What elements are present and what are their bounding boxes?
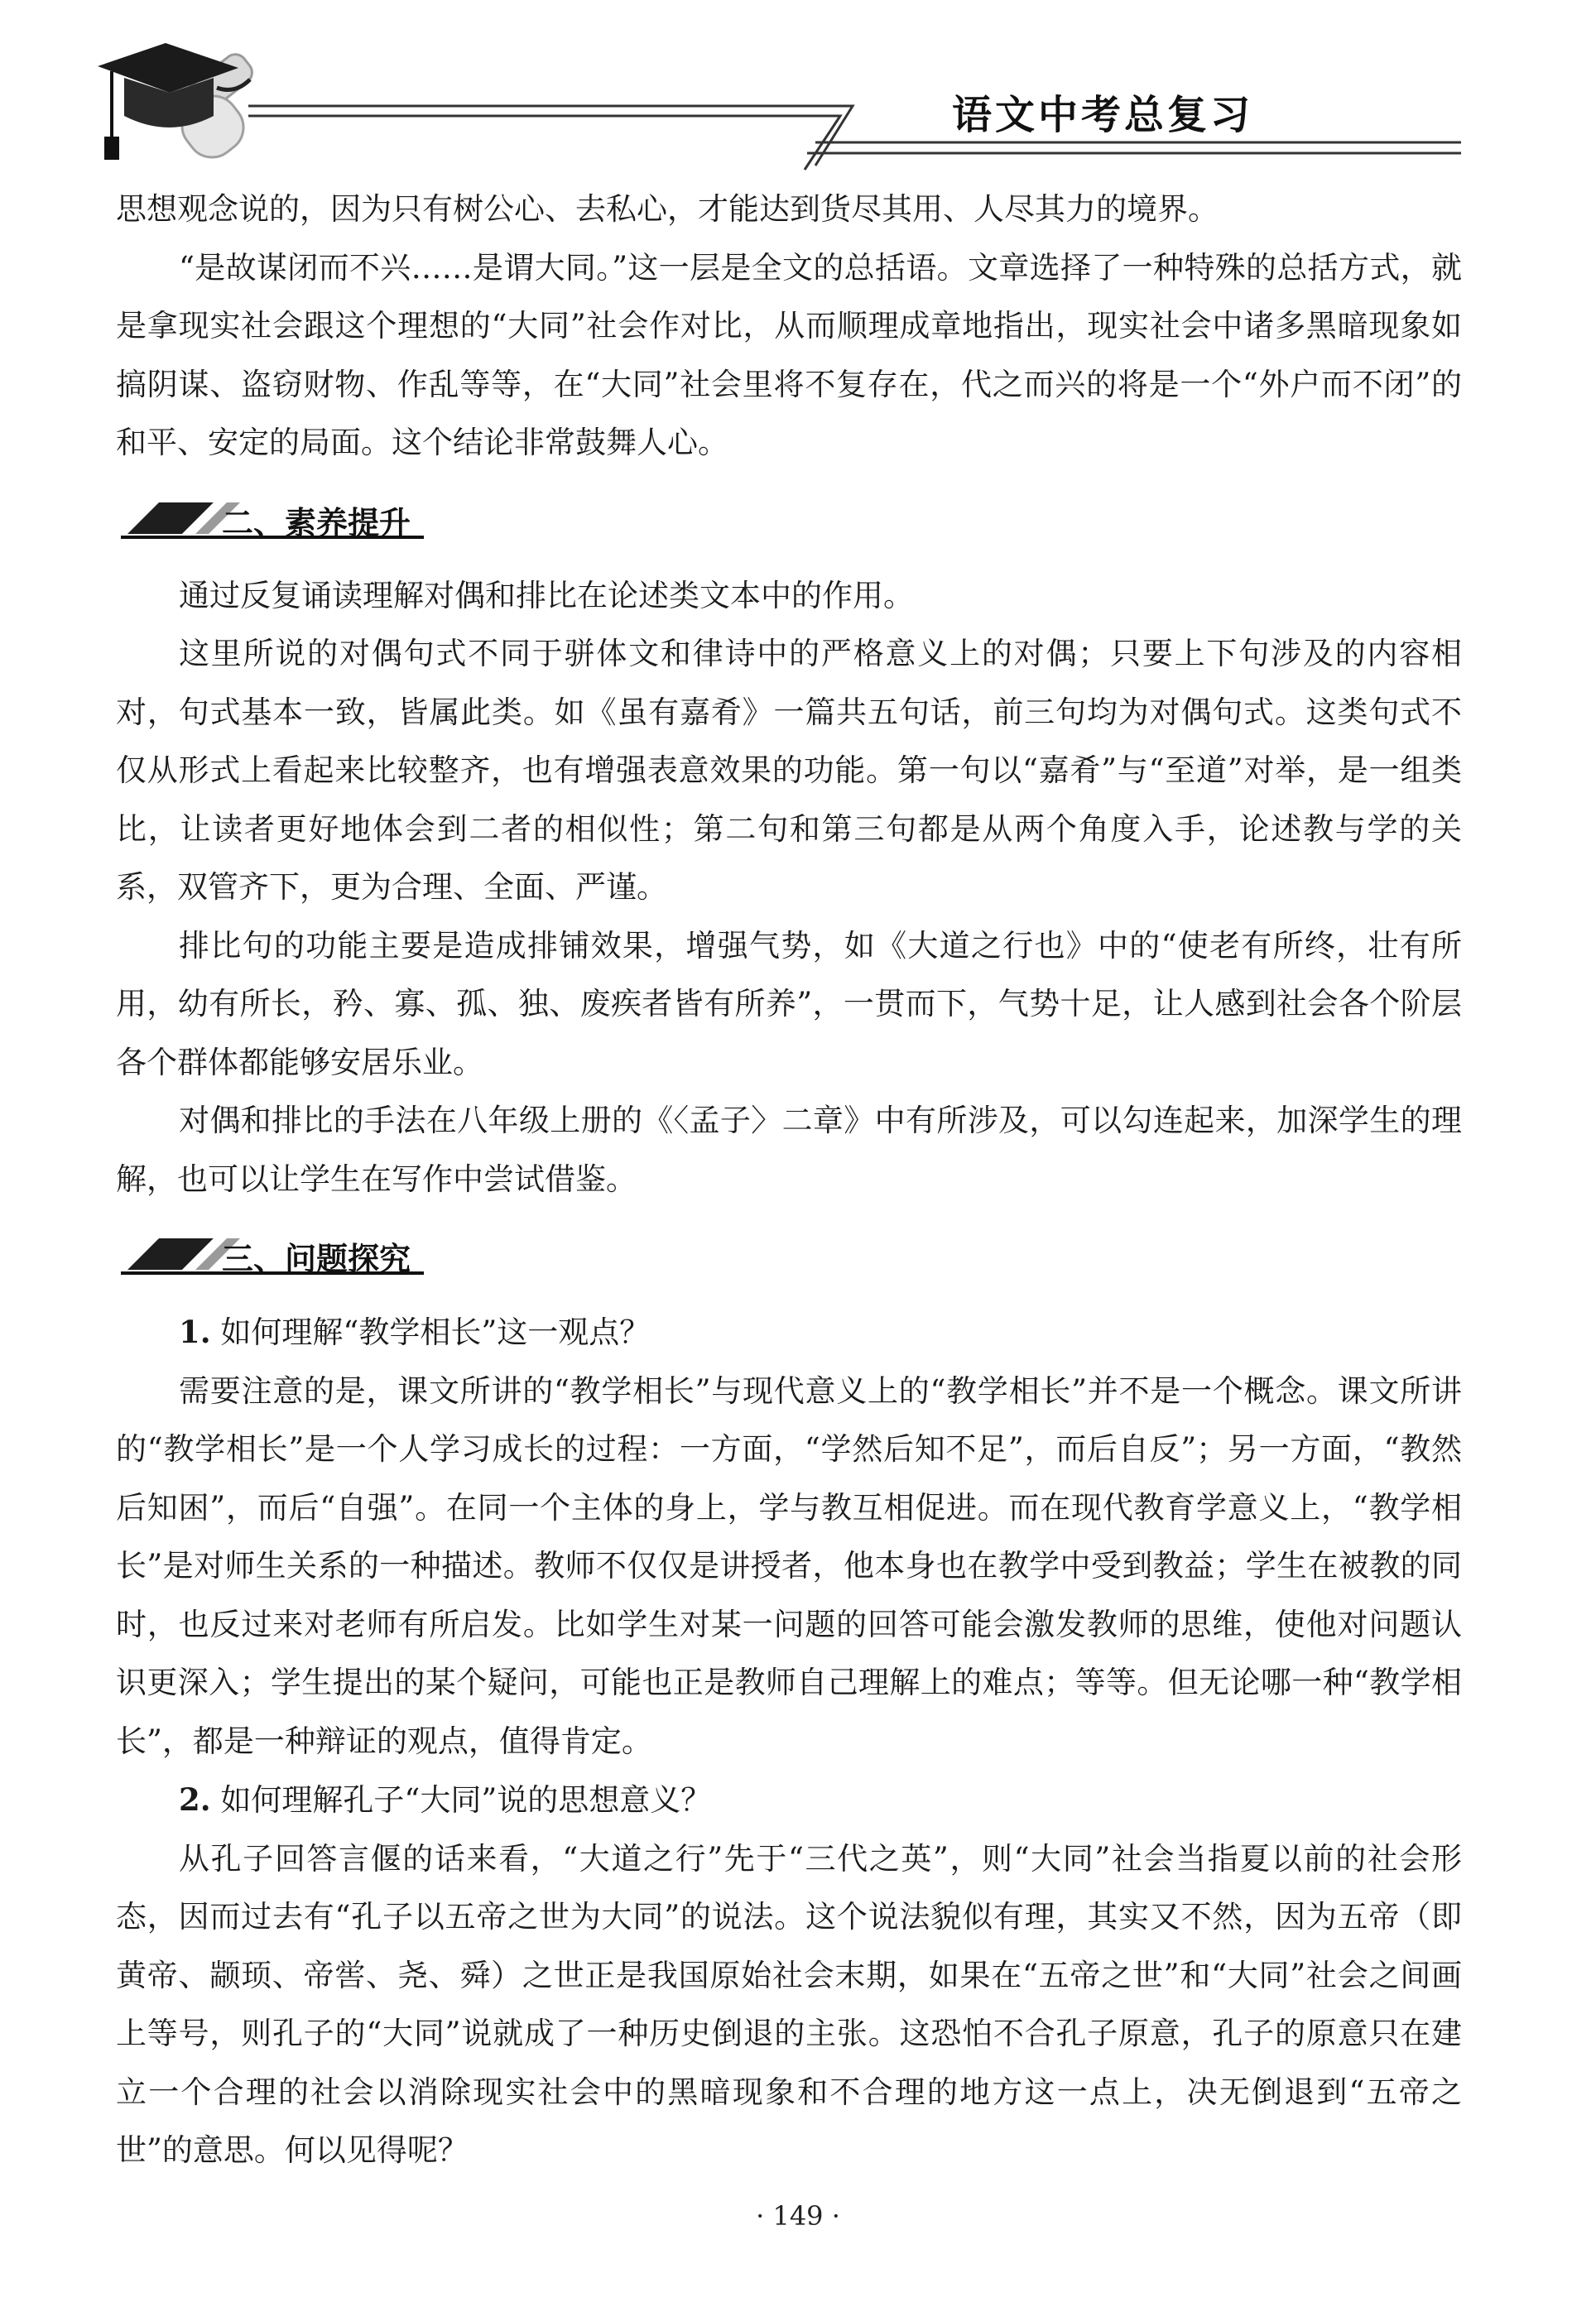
question-number: 2. — [179, 1781, 211, 1818]
question-text: 如何理解“教学相长”这一观点？ — [210, 1315, 651, 1350]
paragraph: 这里所说的对偶句式不同于骈体文和律诗中的严格意义上的对偶；只要上下句涉及的内容相对，句式基本一致，皆属此类。如《虽有嘉肴》一篇共五句话，前三句均为对偶句式。这类句式不仅从形式上看起来比较整齐，也有增强表意效果的功能。第一句以“嘉肴”与“至道”对举，是一组类比，让读者更好地体会到二者的相似性；第二句和第三句都是从两个角度入手，论述教与学的关系，双管齐下，更为合理、全面、严谨。 — [116, 636, 1462, 905]
page-content — [116, 180, 1462, 2180]
paragraph: 排比句的功能主要是造成排铺效果，增强气势，如《大道之行也》中的“使老有所终，壮有所用，幼有所长，矜、寡、孤、独、废疾者皆有所养”，一贯而下，气势十足，让人感到社会各个阶层各个群体都能够安居乐业。 — [116, 927, 1462, 1080]
section-title: 三、问题探究 — [222, 1241, 411, 1277]
question-text: 如何理解孔子“大同”说的思想意义？ — [210, 1782, 712, 1818]
graduation-cap-diploma-icon — [98, 43, 257, 167]
paragraph: “是故谋闭而不兴……是谓大同。”这一层是全文的总括语。文章选择了一种特殊的总括方式，就是拿现实社会跟这个理想的“大同”社会作对比，从而顺理成章地指出，现实社会中诸多黑暗现象如搞阴谋、盗窃财物、作乱等等，在“大同”社会里将不复存在，代之而兴的将是一个“外户而不闭”的和平、安定的局面。这个结论非常鼓舞人心。 — [116, 249, 1462, 460]
paragraph: 通过反复诵读理解对偶和排比在论述类文本中的作用。 — [179, 577, 914, 613]
section-heading-3 — [116, 1225, 1462, 1285]
paragraph: 需要注意的是，课文所讲的“教学相长”与现代意义上的“教学相长”并不是一个概念。课文所讲的“教学相长”是一个人学习成长的过程：一方面，“学然后知不足”，而后自反”；另一方面，“教然后知困”，而后“自强”。在同一个主体的身上，学与教互相促进。而在现代教育学意义上，“教学相长”是对师生关系的一种描述。教师不仅仅是讲授者，他本身也在教学中受到教益；学生在被教的同时，也反过来对老师有所启发。比如学生对某一问题的回答可能会激发教师的思维，使他对问题认识更深入；学生提出的某个疑问，可能也正是教师自己理解上的难点；等等。但无论哪一种“教学相长”，都是一种辩证的观点，值得肯定。 — [116, 1372, 1462, 1759]
paragraph: 思想观念说的，因为只有树公心、去私心，才能达到货尽其用、人尽其力的境界。 — [116, 191, 1219, 227]
page-header — [0, 0, 1596, 182]
section-heading-2 — [116, 489, 1462, 549]
section-title: 二、素养提升 — [222, 504, 411, 541]
page-number: · 149 · — [756, 2200, 840, 2232]
paragraph: 对偶和排比的手法在八年级上册的《〈孟子〉二章》中有所涉及，可以勾连起来，加深学生的理解，也可以让学生在写作中尝试借鉴。 — [116, 1103, 1462, 1197]
question-2 — [116, 1771, 1462, 1830]
question-number: 1. — [179, 1314, 211, 1350]
paragraph: 从孔子回答言偃的话来看，“大道之行”先于“三代之英”，则“大同”社会当指夏以前的社会形态，因而过去有“孔子以五帝之世为大同”的说法。这个说法貌似有理，其实又不然，因为五帝（即黄帝、颛顼、帝喾、尧、舜）之世正是我国原始社会末期，如果在“五帝之世”和“大同”社会之间画上等号，则孔子的“大同”说就成了一种历史倒退的主张。这恐怕不合孔子原意，孔子的原意只在建立一个合理的社会以消除现实社会中的黑暗现象和不合理的地方这一点上，决无倒退到“五帝之世”的意思。何以见得呢？ — [116, 1840, 1462, 2168]
question-1 — [116, 1303, 1462, 1363]
header-decoration — [0, 0, 1596, 182]
book-title: 语文中考总复习 — [952, 92, 1254, 138]
